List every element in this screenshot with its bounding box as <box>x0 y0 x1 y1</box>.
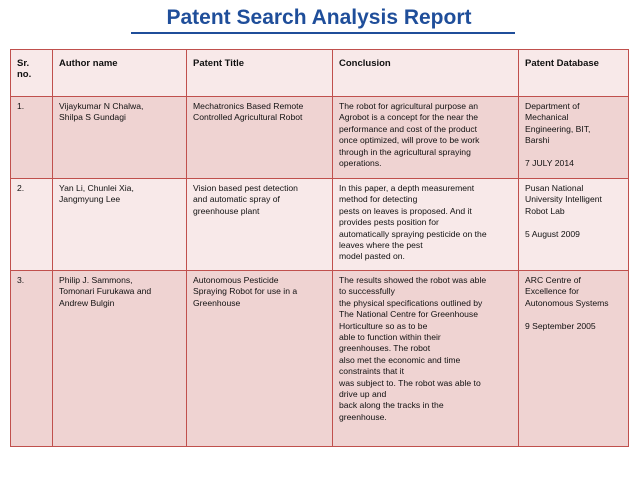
report-title: Patent Search Analysis Report <box>166 6 472 29</box>
table-header-row <box>11 50 629 97</box>
cell-conclusion: The results showed the robot was able to successfully the physical specifications outlined by The National Centre for Greenhouse Horticulture so as to be able to function within their greenhouses. The robot also met the economic and time constraints that it was subject to. The robot was able to drive up and back along the tracks in the greenhouse. <box>333 271 519 447</box>
cell-title: Autonomous Pesticide Spraying Robot for use in a Greenhouse <box>187 271 333 447</box>
cell-conclusion: In this paper, a depth measurement method for detecting pests on leaves is proposed. And it provides pests position for automatically spraying pesticide on the leaves where the pest model pasted on. <box>333 179 519 271</box>
cell-sr: 1. <box>11 97 53 179</box>
cell-sr: 2. <box>11 179 53 271</box>
table-row <box>11 179 629 271</box>
patent-table <box>10 49 629 447</box>
cell-conclusion: The robot for agricultural purpose an Agrobot is a concept for the near the performance and cost of the product once optimized, will prove to be work through in the agricultural spraying operations. <box>333 97 519 179</box>
header-sr-no: Sr. no. <box>11 50 53 97</box>
header-patent-title: Patent Title <box>187 50 333 97</box>
title-underline <box>131 32 515 34</box>
cell-database: Pusan National University Intelligent Robot Lab 5 August 2009 <box>519 179 629 271</box>
header-conclusion: Conclusion <box>333 50 519 97</box>
cell-title: Vision based pest detection and automatic spray of greenhouse plant <box>187 179 333 271</box>
header-patent-database: Patent Database <box>519 50 629 97</box>
table-row <box>11 97 629 179</box>
cell-author: Vijaykumar N Chalwa, Shilpa S Gundagi <box>53 97 187 179</box>
cell-author: Yan Li, Chunlei Xia, Jangmyung Lee <box>53 179 187 271</box>
header-author-name: Author name <box>53 50 187 97</box>
table-row <box>11 271 629 447</box>
cell-database: ARC Centre of Excellence for Autonomous Systems 9 September 2005 <box>519 271 629 447</box>
cell-database: Department of Mechanical Engineering, BIT, Barshi 7 JULY 2014 <box>519 97 629 179</box>
cell-sr: 3. <box>11 271 53 447</box>
cell-title: Mechatronics Based Remote Controlled Agricultural Robot <box>187 97 333 179</box>
cell-author: Philip J. Sammons, Tomonari Furukawa and Andrew Bulgin <box>53 271 187 447</box>
